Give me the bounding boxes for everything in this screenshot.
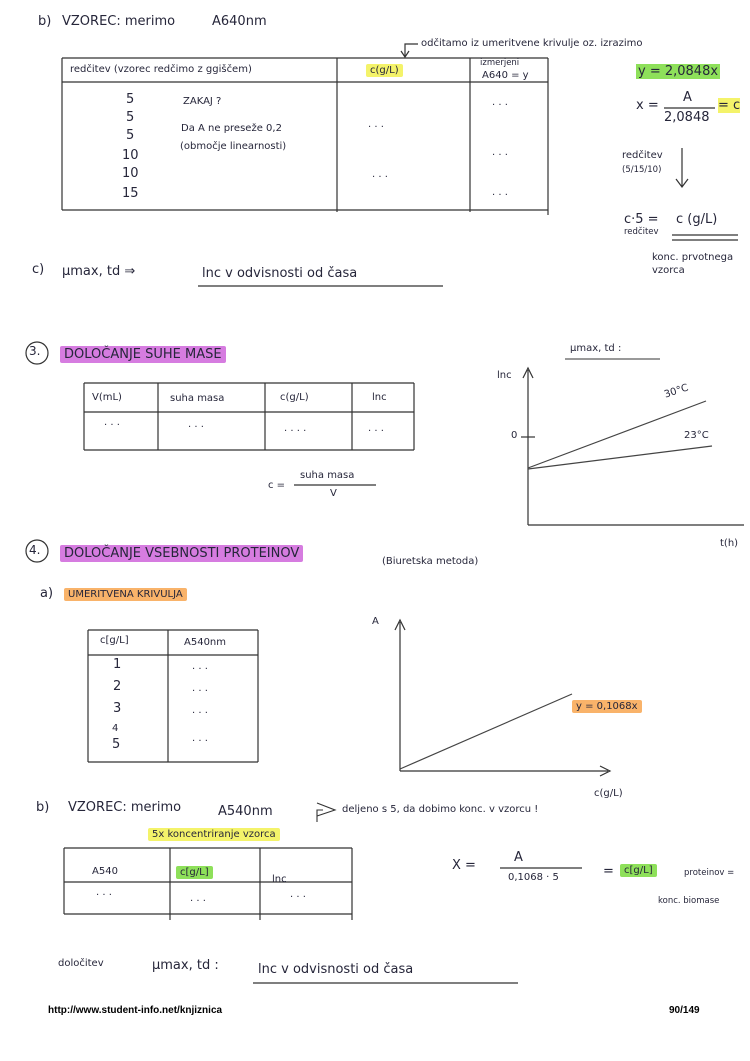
- measure-wavelength: A640nm: [212, 14, 267, 29]
- linearity-note-1: Da A ne preseže 0,2: [181, 123, 282, 134]
- dilution-value: 15: [122, 186, 139, 201]
- concentration-step: 5x koncentriranje vzorca: [148, 828, 280, 841]
- section-4-title: DOLOČANJE VSEBNOSTI PROTEINOV: [60, 545, 303, 562]
- dilution-values: (5/15/10): [622, 165, 662, 175]
- section-b-label: b): [38, 14, 52, 29]
- cal-header-concentration: c[g/L]: [100, 635, 129, 646]
- table-cell-dots: · · ·: [104, 420, 120, 431]
- growth-graph-xlabel: t(h): [720, 538, 739, 549]
- suha-masa-table-lines: [84, 383, 414, 450]
- concentration-dots: · · ·: [368, 122, 384, 133]
- x-protein-formula-denominator: 0,1068 · 5: [508, 872, 559, 883]
- cal-dots: · · ·: [192, 664, 208, 675]
- section-3-title: DOLOČANJE SUHE MASE: [60, 346, 226, 363]
- measure-wavelength-2: A540nm: [218, 804, 273, 819]
- footer-page-number: 90/149: [669, 1005, 700, 1016]
- dry-mass-formula-denominator: V: [330, 488, 337, 499]
- bottom-header-absorbance: A540: [92, 866, 118, 877]
- growth-graph-title: µmax, td :: [570, 343, 622, 354]
- calibration-title: UMERITVENA KRIVULJA: [64, 588, 187, 601]
- c5-formula-right: c (g/L): [676, 212, 718, 227]
- c5-subscript: redčitev: [624, 227, 659, 237]
- table-cell-dots: · · · ·: [284, 426, 307, 437]
- protein-concentration-result: c[g/L]: [620, 864, 657, 877]
- section-c-label: c): [32, 262, 45, 277]
- table-header-concentration: c(g/L): [366, 64, 403, 77]
- bottom-cell-dots: · · ·: [290, 892, 306, 903]
- determination-growth-rate: µmax, td :: [152, 958, 219, 973]
- table-header-absorbance: A640 = y: [482, 70, 529, 81]
- original-concentration-note: konc. prvotnega: [652, 252, 734, 263]
- cal-value: 5: [112, 737, 121, 752]
- equation-y-highlight: y = 2,0848x: [638, 64, 719, 79]
- odcitamo-note: odčitamo iz umeritvene krivulje oz. izrazimo: [421, 38, 643, 49]
- cal-dots: · · ·: [192, 708, 208, 719]
- absorbance-dots: · · ·: [492, 150, 508, 161]
- cal-graph-equation: y = 0,1068x: [572, 700, 642, 713]
- bottom-cell-dots: · · ·: [190, 896, 206, 907]
- determination-label: določitev: [58, 958, 104, 969]
- cal-dots: · · ·: [192, 736, 208, 747]
- absorbance-dots: · · ·: [492, 190, 508, 201]
- method-note: (Biuretska metoda): [382, 556, 479, 567]
- cal-value: 4: [112, 723, 119, 734]
- subsection-b-label: b): [36, 800, 50, 815]
- dilution-value: 5: [126, 110, 135, 125]
- original-concentration-note-2: vzorca: [652, 265, 685, 276]
- cal-header-absorbance: A540nm: [184, 637, 227, 648]
- sample-measure-text-2: VZOREC: merimo: [68, 800, 182, 815]
- calibration-graph-axes: [395, 620, 610, 776]
- x-formula-right: = c: [718, 98, 741, 113]
- redcitev-arrow: [676, 148, 688, 187]
- why-note: ZAKAJ ?: [183, 96, 222, 107]
- line-23c-label: 23°C: [684, 430, 709, 441]
- x-protein-formula-numerator: A: [514, 850, 523, 865]
- x-protein-formula-equals: =: [603, 864, 614, 879]
- x-protein-formula-left: X =: [452, 858, 476, 873]
- c5-formula-left: c·5 =: [624, 212, 659, 227]
- calibration-equation: [636, 64, 720, 79]
- growth-graph-zero: 0: [511, 430, 518, 441]
- cal-value: 3: [113, 701, 122, 716]
- dilution-value: 10: [122, 148, 139, 163]
- table-header-concentration: c(g/L): [280, 392, 309, 403]
- determination-underlined: lnc v odvisnosti od časa: [258, 962, 414, 977]
- dry-mass-formula-numerator: suha masa: [300, 470, 355, 481]
- cal-graph-xlabel: c(g/L): [594, 788, 623, 799]
- dilution-label: redčitev: [622, 150, 663, 161]
- dilution-value: 5: [126, 128, 135, 143]
- table-header-dilution: redčitev (vzorec redčimo z ggiščem): [70, 64, 252, 75]
- protein-note-2: konc. biomase: [658, 896, 720, 906]
- dry-mass-formula-left: c =: [268, 480, 286, 491]
- growth-graph-ylabel: lnc: [497, 370, 512, 381]
- bottom-header-concentration: c[g/L]: [176, 866, 213, 879]
- section-4-number: 4.: [29, 543, 41, 557]
- x-formula-left: x =: [636, 98, 659, 113]
- linearity-note-2: (območje linearnosti): [180, 141, 287, 152]
- absorbance-dots: · · ·: [492, 100, 508, 111]
- x-formula-denominator: 2,0848: [664, 110, 710, 125]
- concentration-dots: · · ·: [372, 172, 388, 183]
- table-header-dry-mass: suha masa: [170, 393, 225, 404]
- bottom-header-lnc: lnc: [272, 874, 287, 885]
- growth-rate-underlined: lnc v odvisnosti od časa: [202, 266, 358, 281]
- calibration-line: [400, 694, 572, 769]
- growth-rate-text: µmax, td ⇒: [62, 264, 136, 279]
- subsection-a-label: a): [40, 586, 54, 601]
- table-header-volume: V(mL): [92, 392, 122, 403]
- table-header-measured: izmerjeni: [480, 58, 520, 68]
- sample-measure-text: VZOREC: merimo: [62, 14, 176, 29]
- section-3-number: 3.: [29, 344, 41, 358]
- table-header-lnc: lnc: [372, 392, 387, 403]
- x-formula-numerator: A: [683, 90, 692, 105]
- line-30c-label: 30°C: [662, 382, 690, 401]
- bottom-table-lines: [64, 848, 352, 920]
- cal-value: 2: [113, 679, 122, 694]
- divide-note: deljeno s 5, da dobimo konc. v vzorcu !: [342, 804, 539, 815]
- cal-value: 1: [113, 657, 122, 672]
- footer-url[interactable]: http://www.student-info.net/knjiznica: [48, 1005, 223, 1016]
- dilution-value: 5: [126, 92, 135, 107]
- bottom-cell-dots: · · ·: [96, 890, 112, 901]
- dilution-value: 10: [122, 166, 139, 181]
- cal-dots: · · ·: [192, 686, 208, 697]
- protein-note-1: proteinov =: [684, 868, 735, 878]
- table-cell-dots: · · ·: [368, 426, 384, 437]
- table-cell-dots: · · ·: [188, 422, 204, 433]
- cal-graph-ylabel: A: [372, 616, 379, 627]
